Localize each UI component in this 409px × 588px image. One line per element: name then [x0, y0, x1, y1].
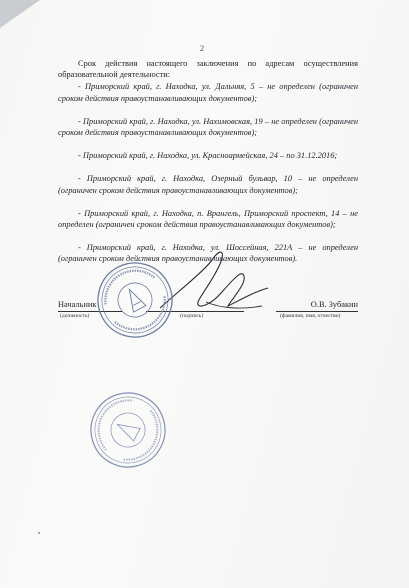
- address-item: [58, 208, 358, 230]
- official-seal-icon: [88, 390, 168, 470]
- item-text: Приморский край, г. Находка, п. Врангель, Приморский проспект, 14 – не определен (ограничен сроком действия правоустанавливающих документов);: [58, 208, 358, 230]
- item-bullet: -: [78, 82, 85, 92]
- item-bullet: -: [78, 208, 85, 218]
- item-text: Приморский край, г. Находка, Озерный бульвар, 10 – не определен (ограничен сроком действия правоустанавливающих документов);: [58, 174, 358, 195]
- intro-paragraph: Срок действия настоящего заключения по адресам осуществления образовательной деятельности:: [58, 59, 358, 80]
- signer-position: Начальник: [58, 300, 97, 309]
- page-number: 2: [200, 44, 204, 53]
- signer-name: О.В. Зубакин: [310, 300, 358, 309]
- name-caption: (фамилия, имя, отчество): [280, 313, 341, 319]
- item-bullet: -: [78, 243, 87, 253]
- item-text: Приморский край, г. Находка, ул. Дальняя, 5 – не определен (ограничен сроком действия правоустанавливающих документов);: [58, 82, 358, 103]
- address-item: [58, 81, 358, 103]
- name-line: [276, 311, 358, 312]
- position-caption: (должность): [60, 313, 90, 319]
- address-item: [58, 116, 358, 138]
- speck: [38, 532, 40, 534]
- item-bullet: -: [78, 116, 83, 126]
- address-item: [58, 173, 358, 195]
- signature-caption: (подпись): [180, 313, 204, 319]
- address-item: [58, 150, 358, 161]
- item-text: Приморский край, г. Находка, ул. Нахимовская, 19 – не определен (ограничен сроком действия правоустанавливающих документов);: [58, 116, 358, 138]
- folded-corner: [0, 0, 40, 28]
- official-seal-icon: [95, 260, 175, 340]
- item-text: Приморский край, г. Находка, ул. Красноармейская, 24 – по 31.12.2016;: [82, 151, 338, 161]
- item-text: Приморский край, г. Находка, ул. Шоссейная, 221А – не определен (ограничен сроком действия правоустанавливающих документов).: [58, 243, 358, 264]
- item-bullet: -: [78, 174, 87, 184]
- item-bullet: -: [78, 151, 83, 161]
